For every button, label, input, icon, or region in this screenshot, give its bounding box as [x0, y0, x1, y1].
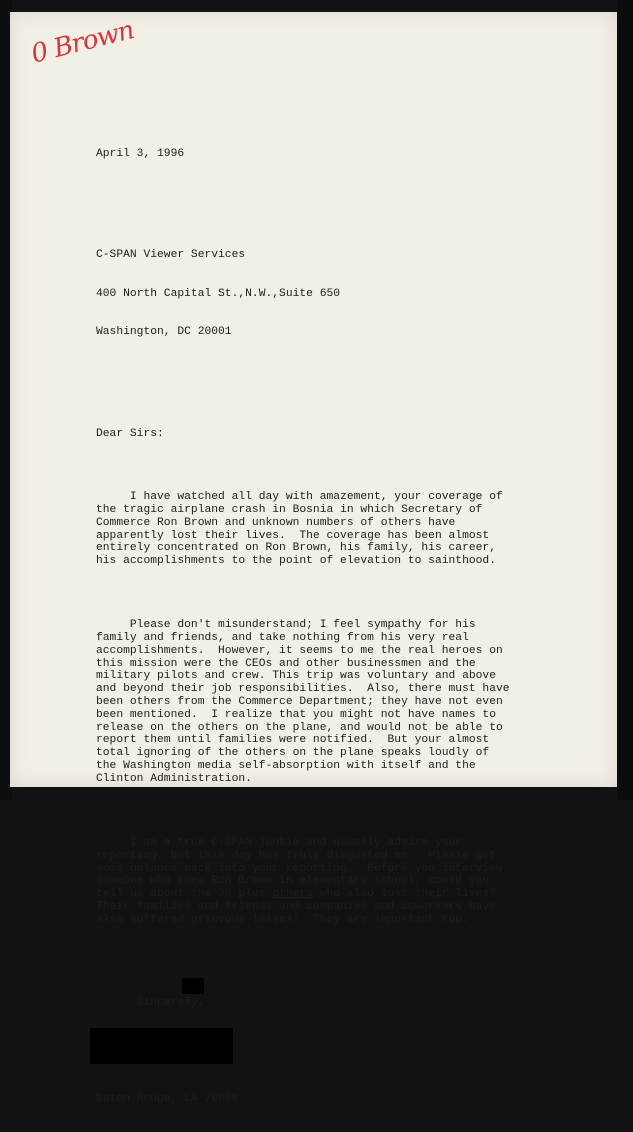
recipient-address	[96, 224, 536, 365]
recipient-line: 400 North Capital St.,N.W.,Suite 650	[96, 287, 341, 300]
paragraph-3-text: I am a true C-SPAN junkie and usually admire your reporting, but this day has truly disgusted me. Please get some balance back into your reporting. Before you interview someone who knew Ron Brown in elementary school, could you tell us about the 30 plus	[96, 837, 503, 901]
recipient-line: C-SPAN Viewer Services	[96, 249, 246, 262]
closing	[96, 984, 536, 1009]
paragraph-2: Please don't misunderstand; I feel sympathy for his family and friends, and take nothing from his very real accomplishments. However, it seems to me the real heroes on this mission were the CEOs and other businessmen and the military pilots and crew. This trip was voluntary and above and beyond their job responsibilities. Also, there must have been others from the Commerce Department; they have not even been mentioned. I realize that you might not have names to release on the others on the plane, and would not be able to report them until families were notified. But your almost total ignoring of the others on the plane speaks loudly of the Washington media self-absorption with itself and the Clinton Administration.	[96, 619, 510, 785]
letter-date: April 3, 1996	[96, 147, 185, 160]
paragraph-1: I have watched all day with amazement, your coverage of the tragic airplane crash in Bosnia in which Secretary of Commerce Ron Brown and unknown numbers of others have apparently lost their lives. The coverage has been almost entirely concentrated on Ron Brown, his family, his career, his accomplishments to the point of elevation to sainthood.	[96, 491, 503, 568]
closing-text: Sincerely,	[136, 996, 205, 1009]
underlined-word: others	[272, 888, 313, 901]
handwritten-annotation: 0 Brown	[28, 15, 137, 70]
sender-city: Baton Rouge, LA 70808	[96, 1093, 239, 1106]
salutation: Dear Sirs:	[96, 427, 164, 440]
paragraph-3	[96, 837, 536, 927]
redaction-box-small	[182, 978, 204, 994]
letter-page	[10, 12, 617, 1106]
recipient-line: Washington, DC 20001	[96, 326, 232, 339]
scanner-border-right	[617, 0, 633, 800]
paragraph-3-text-end: who also lost their lives? Their families and friends and companies and coworkers have also suffered grievous losses! They are important too.	[96, 888, 496, 926]
letter-body	[96, 122, 536, 1132]
